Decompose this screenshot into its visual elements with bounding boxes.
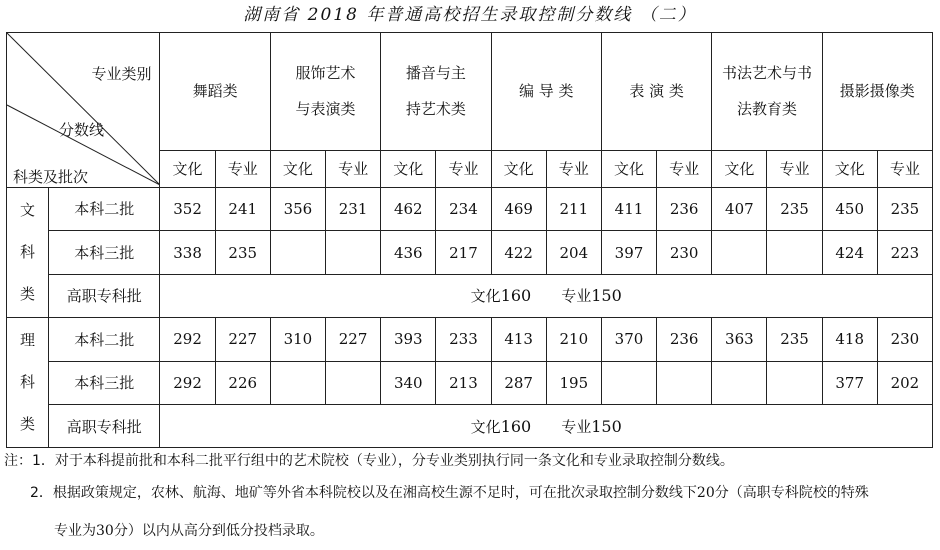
table-row: [7, 231, 933, 275]
corner-label-score: 分数线: [59, 121, 105, 139]
table-row-vocational: [7, 275, 933, 318]
batch-label: 本科三批: [49, 231, 160, 275]
score-cell: 340: [381, 361, 436, 405]
score-cell: [712, 231, 767, 275]
subject-group-char: 类: [20, 285, 36, 304]
note-1-text: 注：1．对于本科提前批和本科二批平行组中的艺术院校（专业），分专业类别执行同一条文化和专业录取控制分数线。: [4, 453, 734, 469]
note-2-text-c: 专业为: [54, 523, 96, 539]
score-cell: [270, 361, 325, 405]
subheader-culture: 文化: [601, 150, 656, 187]
note-2-line-1: [30, 483, 869, 503]
score-cell: 418: [822, 317, 877, 361]
score-table: [6, 32, 933, 448]
score-cell: 241: [215, 187, 270, 231]
culture-score: 160: [500, 416, 532, 436]
corner-diagonal-lines: [7, 33, 160, 185]
score-cell: 469: [491, 187, 546, 231]
score-cell: 292: [160, 361, 215, 405]
score-cell: 236: [657, 317, 712, 361]
category-header-6: [822, 33, 932, 151]
batch-label: 高职专科批: [49, 405, 160, 448]
score-cell: 234: [436, 187, 491, 231]
table-row: [7, 361, 933, 405]
culture-label: 文化: [470, 417, 501, 436]
score-cell: 352: [160, 187, 215, 231]
subheader-major: 专业: [767, 150, 822, 187]
corner-label-batch: 科类及批次: [13, 168, 89, 186]
category-header-line: 摄影摄像类: [839, 82, 915, 101]
score-cell: 227: [326, 317, 381, 361]
category-header-line: 书法艺术与书: [721, 64, 812, 83]
category-header-5: [712, 33, 822, 151]
major-label: 专业: [561, 417, 592, 436]
table-row-vocational: [7, 405, 933, 448]
vocational-score-line: [160, 275, 933, 318]
score-cell: 310: [270, 317, 325, 361]
note-2-text-a: 2．根据政策规定，农林、航海、地矿等外省本科院校以及在湘高校生源不足时，可在批次录取控制分数线下: [30, 485, 697, 501]
score-cell: 393: [381, 317, 436, 361]
table-row: [7, 187, 933, 231]
score-cell: 450: [822, 187, 877, 231]
subheader-major: 专业: [326, 150, 381, 187]
category-header-line: 持艺术类: [405, 100, 466, 119]
score-cell: 377: [822, 361, 877, 405]
subheader-major: 专业: [215, 150, 270, 187]
score-cell: 204: [546, 231, 601, 275]
category-header-line: 与表演类: [295, 100, 356, 119]
note-1: [4, 451, 734, 471]
subject-group-label: [7, 187, 49, 317]
major-label: 专业: [561, 287, 592, 306]
score-cell: 407: [712, 187, 767, 231]
score-cell: 223: [877, 231, 932, 275]
score-cell: [767, 231, 822, 275]
note-2-number-b: 30: [96, 523, 114, 539]
category-header-4: [601, 33, 711, 151]
subheader-culture: 文化: [160, 150, 215, 187]
subheader-culture: 文化: [381, 150, 436, 187]
score-cell: 397: [601, 231, 656, 275]
score-cell: 233: [436, 317, 491, 361]
score-cell: 422: [491, 231, 546, 275]
subject-group-char: 理: [20, 331, 36, 350]
corner-label-category: 专业类别: [91, 65, 152, 83]
culture-label: 文化: [470, 287, 501, 306]
category-header-2: [381, 33, 491, 151]
score-cell: [326, 361, 381, 405]
subheader-culture: 文化: [491, 150, 546, 187]
note-2-number-a: 20: [696, 485, 715, 501]
category-header-line: 表 演 类: [629, 82, 684, 101]
score-cell: [712, 361, 767, 405]
score-cell: 424: [822, 231, 877, 275]
score-cell: 413: [491, 317, 546, 361]
batch-label: 本科二批: [49, 187, 160, 231]
score-cell: 235: [877, 187, 932, 231]
score-cell: 356: [270, 187, 325, 231]
category-header-line: 服饰艺术: [295, 64, 356, 83]
batch-label: 本科二批: [49, 317, 160, 361]
category-header-line: 法教育类: [736, 100, 797, 119]
subheader-major: 专业: [877, 150, 932, 187]
score-cell: 231: [326, 187, 381, 231]
score-cell: [601, 361, 656, 405]
score-cell: 210: [546, 317, 601, 361]
score-cell: 227: [215, 317, 270, 361]
subject-group-char: 科: [20, 243, 36, 262]
table-row: [7, 317, 933, 361]
subject-group-char: 科: [20, 373, 36, 392]
batch-label: 高职专科批: [49, 275, 160, 318]
score-cell: [270, 231, 325, 275]
score-cell: 292: [160, 317, 215, 361]
header-row-categories: [7, 33, 933, 151]
subheader-culture: 文化: [270, 150, 325, 187]
score-cell: 230: [657, 231, 712, 275]
subheader-culture: 文化: [822, 150, 877, 187]
score-cell: [326, 231, 381, 275]
subheader-major: 专业: [657, 150, 712, 187]
score-cell: 236: [657, 187, 712, 231]
vocational-score-line: [160, 405, 933, 448]
score-cell: 462: [381, 187, 436, 231]
page-title: 湖南省 2018 年普通高校招生录取控制分数线 （二）: [243, 5, 697, 25]
score-cell: 226: [215, 361, 270, 405]
category-header-line: 编 导 类: [518, 82, 574, 101]
score-cell: 202: [877, 361, 932, 405]
score-cell: 230: [877, 317, 932, 361]
subject-group-char: 类: [20, 415, 36, 434]
batch-label: 本科三批: [49, 361, 160, 405]
note-2-text-b: 分（高职专科院校的特殊: [714, 485, 869, 501]
category-header-3: [491, 33, 601, 151]
score-cell: 211: [546, 187, 601, 231]
culture-score: 160: [500, 286, 532, 306]
score-cell: 217: [436, 231, 491, 275]
subheader-major: 专业: [436, 150, 491, 187]
score-cell: 363: [712, 317, 767, 361]
note-2-text-d: 分）以内从高分到低分投档录取。: [113, 523, 324, 539]
category-header-0: [160, 33, 270, 151]
score-cell: 213: [436, 361, 491, 405]
subject-group-char: 文: [20, 201, 36, 220]
category-header-line: 播音与主: [405, 64, 466, 83]
score-cell: 195: [546, 361, 601, 405]
score-cell: 235: [767, 317, 822, 361]
table-corner-header: [7, 33, 160, 188]
major-score: 150: [591, 286, 622, 306]
score-cell: 287: [491, 361, 546, 405]
score-cell: [657, 361, 712, 405]
category-header-1: [270, 33, 380, 151]
note-2-line-2: [54, 521, 324, 541]
score-cell: 235: [215, 231, 270, 275]
category-header-line: 舞蹈类: [192, 82, 238, 101]
subheader-culture: 文化: [712, 150, 767, 187]
score-cell: 235: [767, 187, 822, 231]
score-cell: 338: [160, 231, 215, 275]
subheader-major: 专业: [546, 150, 601, 187]
subject-group-label: [7, 317, 49, 447]
score-cell: 411: [601, 187, 656, 231]
major-score: 150: [591, 416, 622, 436]
score-cell: [767, 361, 822, 405]
score-cell: 370: [601, 317, 656, 361]
score-cell: 436: [381, 231, 436, 275]
